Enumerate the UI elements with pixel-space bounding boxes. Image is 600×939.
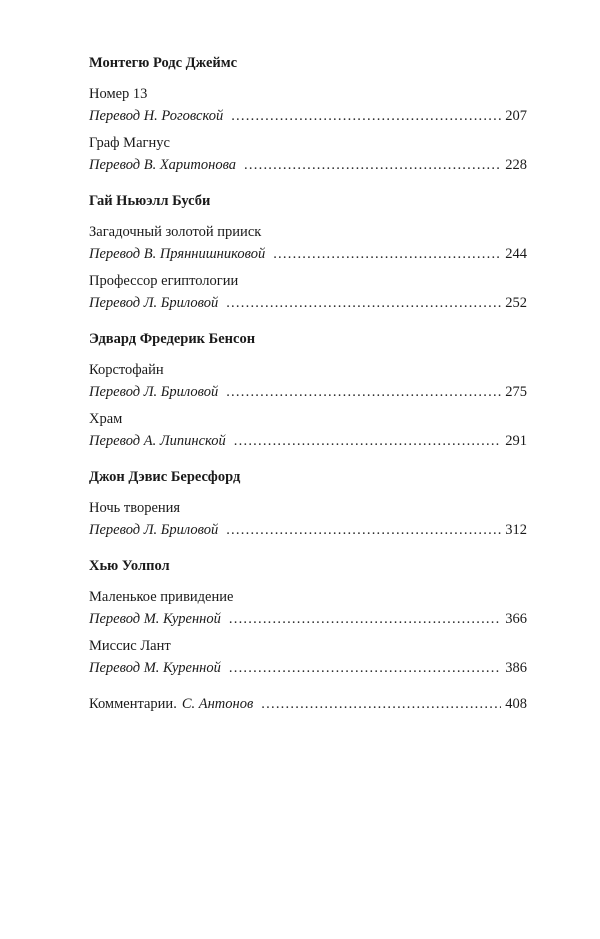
page-number: 312 xyxy=(505,522,527,538)
translator-credit: Перевод Н. Роговской xyxy=(89,108,224,124)
table-of-contents xyxy=(89,52,527,715)
toc-entry xyxy=(89,132,527,176)
page-number: 386 xyxy=(505,660,527,676)
author-section xyxy=(89,555,527,679)
toc-entry xyxy=(89,586,527,630)
translator-credit: Перевод Л. Бриловой xyxy=(89,384,219,400)
translator-credit: Перевод В. Пряннишниковой xyxy=(89,246,266,262)
dot-leader xyxy=(234,430,501,452)
comments-author: С. Антонов xyxy=(181,696,254,712)
story-title: Загадочный золотой прииск xyxy=(89,224,262,240)
story-title: Корстофайн xyxy=(89,362,164,378)
author-heading: Монтегю Родс Джеймс xyxy=(89,55,238,71)
translator-line xyxy=(89,154,527,176)
dot-leader xyxy=(226,381,501,403)
translator-credit: Перевод В. Харитонова xyxy=(89,157,237,173)
author-heading: Хью Уолпол xyxy=(89,558,170,574)
translator-line xyxy=(89,519,527,541)
page-number: 275 xyxy=(505,384,527,400)
dot-leader xyxy=(261,693,501,715)
translator-credit: Перевод М. Куренной xyxy=(89,611,221,627)
dot-leader xyxy=(229,608,501,630)
story-title: Миссис Лант xyxy=(89,638,171,654)
dot-leader xyxy=(273,243,501,265)
comments-entry xyxy=(89,693,527,715)
comments-label: Комментарии. xyxy=(89,696,177,712)
translator-line xyxy=(89,243,527,265)
page-number: 244 xyxy=(505,246,527,262)
translator-line xyxy=(89,608,527,630)
translator-line xyxy=(89,105,527,127)
page-number: 366 xyxy=(505,611,527,627)
author-heading: Гай Ньюэлл Бусби xyxy=(89,193,211,209)
toc-entry xyxy=(89,408,527,452)
page-number: 228 xyxy=(505,157,527,173)
author-section xyxy=(89,466,527,541)
story-title: Номер 13 xyxy=(89,86,148,102)
page-number: 252 xyxy=(505,295,527,311)
page-number: 207 xyxy=(505,108,527,124)
dot-leader xyxy=(244,154,501,176)
page-number: 291 xyxy=(505,433,527,449)
dot-leader xyxy=(229,657,501,679)
author-heading: Эдвард Фредерик Бенсон xyxy=(89,331,256,347)
story-title: Граф Магнус xyxy=(89,135,170,151)
story-title: Профессор египтологии xyxy=(89,273,239,289)
translator-line xyxy=(89,381,527,403)
toc-entry xyxy=(89,359,527,403)
toc-entry xyxy=(89,635,527,679)
toc-entry xyxy=(89,270,527,314)
author-section xyxy=(89,52,527,176)
toc-entry xyxy=(89,497,527,541)
story-title: Маленькое привидение xyxy=(89,589,234,605)
translator-line xyxy=(89,292,527,314)
story-title: Храм xyxy=(89,411,123,427)
translator-line xyxy=(89,657,527,679)
dot-leader xyxy=(226,292,501,314)
translator-credit: Перевод М. Куренной xyxy=(89,660,221,676)
translator-credit: Перевод Л. Бриловой xyxy=(89,295,219,311)
page-number: 408 xyxy=(505,696,527,712)
author-heading: Джон Дэвис Бересфорд xyxy=(89,469,241,485)
author-section xyxy=(89,328,527,452)
translator-line xyxy=(89,430,527,452)
toc-entry xyxy=(89,83,527,127)
dot-leader xyxy=(226,519,501,541)
author-section xyxy=(89,190,527,314)
dot-leader xyxy=(231,105,501,127)
story-title: Ночь творения xyxy=(89,500,181,516)
translator-credit: Перевод Л. Бриловой xyxy=(89,522,219,538)
translator-credit: Перевод А. Липинской xyxy=(89,433,226,449)
toc-entry xyxy=(89,221,527,265)
